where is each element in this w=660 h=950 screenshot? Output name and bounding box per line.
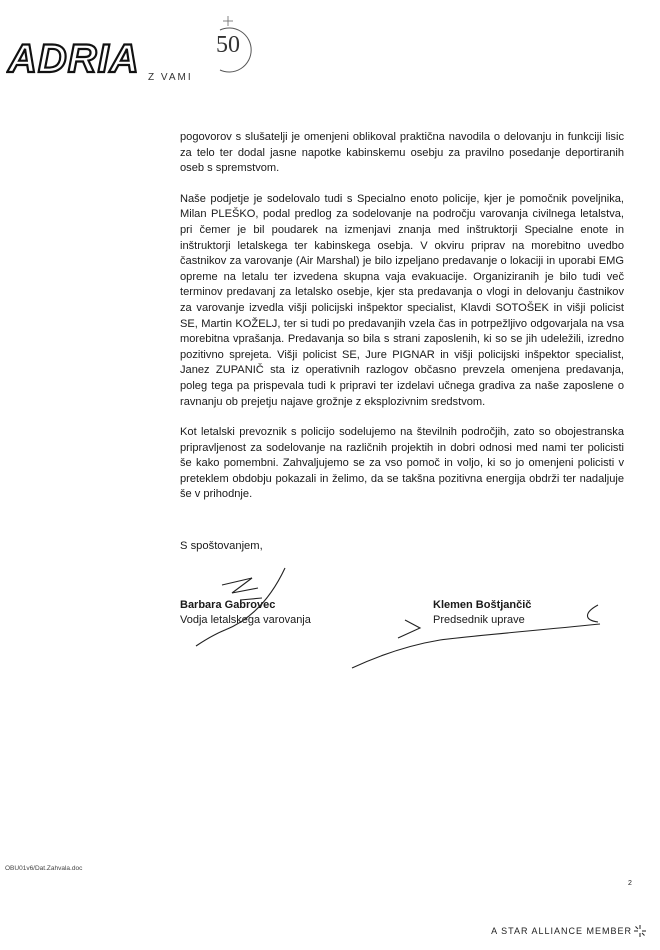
page-number: 2 xyxy=(628,880,632,887)
signature-block-left xyxy=(180,598,311,628)
signature-block-right xyxy=(433,598,531,628)
document-reference: OBU01v6/Dat.Zahvala.doc xyxy=(5,865,83,872)
adria-logo-mark xyxy=(6,14,266,94)
signatory-name: Barbara Gabrovec xyxy=(180,599,276,611)
letter-body xyxy=(180,130,624,518)
paragraph: pogovorov s slušatelji je omenjeni oblikoval praktična navodila o delovanju in funkciji lisic za telo ter dodal jasne napotke kabinskemu osebju za pravilno posedanje deportiranih oseb s spremstvom. xyxy=(180,131,624,175)
paragraph: Naše podjetje je sodelovalo tudi s Specialno enoto policije, kjer je pomočnik poveljnika, Milan PLEŠKO, podal predlog za sodelovanje na področju varovanja civilnega letalstva, pri čemer je bil poudarek na izmenjavi znanja med inštruktorji Specialne enote in inštruktorji letalskega ter kabinskega osebja. V okviru priprav na morebitno uvedbo častnikov za varovanje (Air Marshal) je bilo izpeljano predavanje o lokaciji in uporabi EMG opreme na letalu ter izvedena skupna vaja evakuacije. Organiziranih je bilo tudi več terminov predavanj za letalsko osebje, kjer sta predavanja o vlogi in delovanju častnikov za varovanje izvedla višji policijski inšpektor specialist, Klavdi SOTOŠEK in višji policist SE, Martin KOŽELJ, ter si tudi po predavanjih vzela čas in potrpežljivo odgovarjala na vsa morebitna vprašanja. Predavanja so bila s strani zaposlenih, ki so se jih udeležili, izredno pozitivno sprejeta. Višji policist SE, Jure PIGNAR in višji policijski inšpektor specialist, Janez ZUPANIČ sta iz operativnih razlogov občasno prevzela omenjena predavanja, poleg tega pa prispevala tudi k pripravi ter izdelavi učnega gradiva za naše zaposlene o ravnanju ob prejetju najave grožnje z eksplozivnim sredstvom. xyxy=(180,192,624,408)
signatory-title: Vodja letalskega varovanja xyxy=(180,614,311,626)
closing-salutation: S spoštovanjem, xyxy=(180,540,263,552)
logo-wordmark: ADRIA xyxy=(8,37,140,81)
sparkle-icon xyxy=(223,16,233,26)
paragraph: Kot letalski prevoznik s policijo sodelujemo na številnih področjih, zato so obojestranska pripravljenost za sodelovanje na različnih projektih in dobri odnosi med nami ter policisti še kako pomembni. Zahvaljujemo se za vso pomoč in voljo, ki so jo omenjeni policisti v preteklem obdobju pokazali in želimo, da se takšna pozitivna energija obdrži ter nadaljuje še v prihodnje. xyxy=(180,426,624,501)
star-alliance-label: A STAR ALLIANCE MEMBER xyxy=(491,926,632,936)
signatory-title: Predsednik uprave xyxy=(433,614,525,626)
tagline: Z VAMI xyxy=(148,72,193,83)
adria-logo xyxy=(6,14,266,94)
star-alliance-icon xyxy=(633,924,647,938)
anniversary-number: 50 xyxy=(216,32,240,58)
signatory-name: Klemen Boštjančič xyxy=(433,599,532,611)
